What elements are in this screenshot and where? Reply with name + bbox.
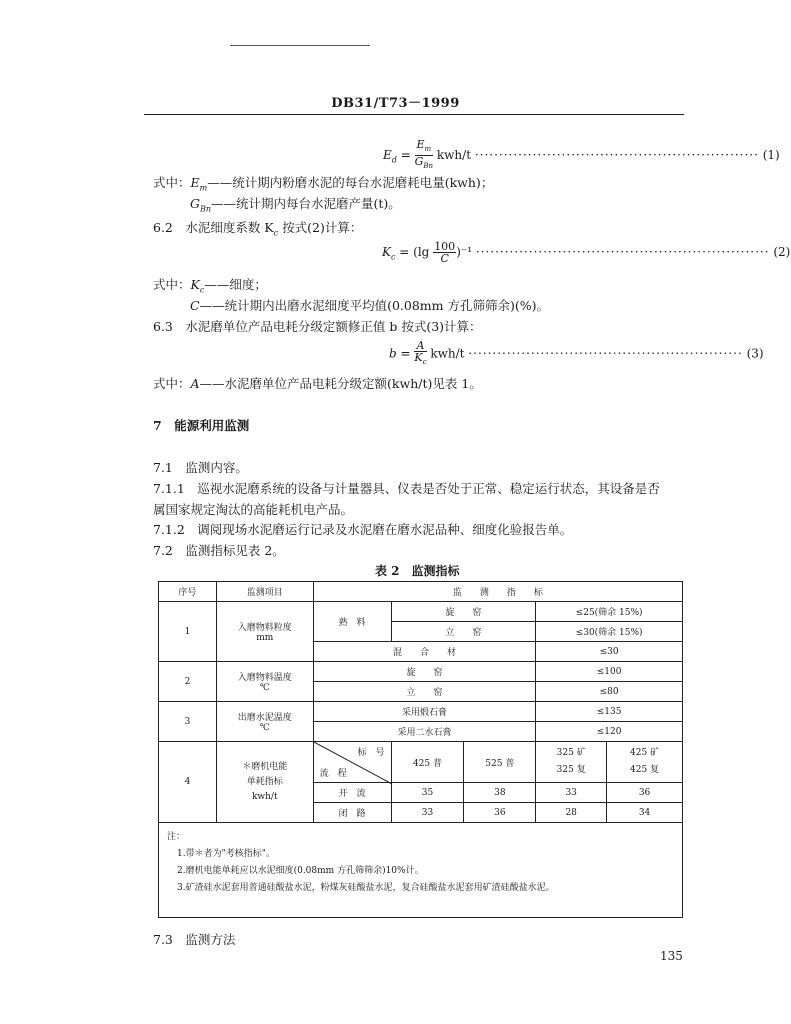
where-prefix: 式中： [153,175,191,190]
row4-item-unit: kwh/t [251,791,278,802]
header-index: 监 测 指 标 [313,582,682,602]
section-7-3: 7.3 监测方法 [153,932,236,947]
eq1-fraction [415,139,433,172]
equation-2: $K_c = (\lg$ $\frac{100}{C}$ )⁻¹ ····························································· (2) [382,240,791,265]
row2-seq: 2 [159,662,217,702]
row1-b-val: ≤30(筛余 15%) [536,622,683,642]
s62-text: 6.2 水泥细度系数 K [153,220,274,235]
header-seq: 序号 [159,582,217,602]
row1-c-name: 混 合 材 [313,642,536,662]
col-425k-b: 425 复 [630,765,660,775]
var-E-sub: m [199,183,208,193]
row1-a-val: ≤25(筛余 15%) [536,602,683,622]
row1-b-name: 立 窑 [391,622,536,642]
row3-a-name: 采用煅石膏 [313,702,536,722]
row3-a-val: ≤135 [536,702,683,722]
row2-item-name: 入磨物料温度 [237,673,292,683]
row3-b-name: 采用二水石膏 [313,722,536,742]
eq1-numerator-sub: m [424,145,432,154]
equation-3: b = $\frac{A}{K_c}$ kwh/t ························································· (3) [389,339,764,367]
open-circuit-label: 开 流 [313,783,391,803]
eq1-lhs-sub: d [391,155,397,165]
row2-item-unit: ℃ [259,683,270,693]
col-325k-a: 325 矿 [556,748,586,758]
eq2-numerator: 100 [434,240,456,253]
row2-a-val: ≤100 [536,662,683,682]
var-C: C [190,298,200,313]
eq1-numerator: E [416,138,425,151]
row4-seq: 4 [159,742,217,823]
var-A-desc: ——水泥磨单位产品电耗分级定额(kwh/t)见表 1。 [199,376,482,391]
table-row [159,702,683,722]
eq1-label: (1) [762,148,780,163]
where3-prefix: 式中： [153,376,191,391]
eq2-exponent: )⁻¹ [456,245,473,259]
header-rule [144,114,684,115]
eq1-unit: kwh/t [436,148,472,163]
row4-item [216,742,313,823]
row2-b-val: ≤80 [536,682,683,702]
var-K-desc: ——细度； [204,277,267,292]
eq2-lhs-sub: c [390,252,396,262]
equation-1: $E_d$ = $\frac{E_m}{G_{Bn}}$ kwh/t ··························································· (1) [383,138,780,171]
col-525g: 525 普 [464,742,536,783]
col-425k [607,742,683,783]
eq1-lhs: E [383,148,392,163]
col-425g: 425 普 [391,742,464,783]
row1-a-name: 旋 窑 [391,602,536,622]
section-6-2 [153,219,362,243]
closed-val-3: 28 [536,803,607,823]
open-val-1: 35 [391,783,464,803]
open-val-3: 33 [536,783,607,803]
open-val-4: 36 [607,783,683,803]
row4-item-name2: 单耗指标 [246,776,283,787]
table-notes-row [159,823,683,918]
header-item: 监测项目 [216,582,313,602]
diagonal-header-cell [313,742,391,783]
eq2-label: (2) [773,245,791,259]
row1-item-unit: mm [256,633,274,643]
table-2-caption: 表 2 监测指标 [375,564,460,578]
table-row [159,742,683,783]
section-7-1-1-a: 7.1.1 巡视水泥磨系统的设备与计量器具、仪表是否处于正常、稳定运行状态，其设备是否 [153,481,660,496]
row2-a-name: 旋 窑 [313,662,536,682]
var-A: A [190,376,200,391]
eq2-fraction [433,241,456,264]
row1-c-val: ≤30 [536,642,683,662]
table-header-row [159,582,683,602]
col-425k-a: 425 矿 [630,748,660,758]
row1-item [216,602,313,662]
col-325k-b: 325 复 [556,765,586,775]
closed-val-2: 36 [464,803,536,823]
scan-artifact-line [230,45,370,46]
section-7-1-1-b: 属国家规定淘汰的高能耗机电产品。 [153,502,354,517]
row2-item [216,662,313,702]
note-3: 3.矿渣硅水泥套用普通硅酸盐水泥，粉煤灰硅酸盐水泥，复合硅酸盐水泥套用矿渣硅酸盐水泥。 [177,883,555,893]
var-G-sub: Bn [200,204,212,214]
eq3-lhs: b = [389,346,411,361]
var-E: E [190,175,200,190]
s62-tail: 按式(2)计算： [278,220,363,235]
section-7-1-2: 7.1.2 调阅现场水泥磨运行记录及水泥磨在磨水泥品种、细度化验报告单。 [153,522,573,537]
var-K: K [190,277,200,292]
section-7-2: 7.2 监测指标见表 2。 [153,543,285,558]
col-325k [536,742,607,783]
where-1-line2 [190,195,401,219]
eq3-denominator: K [414,351,423,364]
section-6-3: 6.3 水泥磨单位产品电耗分级定额修正值 b 按式(3)计算： [153,319,482,334]
row1-shuliao: 熟 料 [313,602,391,642]
note-title: 注： [167,832,186,842]
eq1-denominator: G [414,155,424,169]
row3-item-unit: ℃ [259,723,270,733]
row3-b-val: ≤120 [536,722,683,742]
var-K-sub: c [199,285,205,295]
eq2-mid: = (lg [399,245,430,259]
row3-seq: 3 [159,702,217,742]
var-G-desc: ——统计期内每台水泥磨产量(t)。 [211,196,401,211]
row2-b-name: 立 窑 [313,682,536,702]
where2-prefix: 式中： [153,277,191,292]
row3-item [216,702,313,742]
row1-item-name: 入磨物料粒度 [237,623,292,633]
section-7-1: 7.1 监测内容。 [153,460,248,475]
eq2-lhs: K [382,245,391,259]
open-val-2: 38 [464,783,536,803]
where-3 [153,375,482,393]
row3-item-name: 出磨水泥温度 [237,713,292,723]
section-7-heading: 7 能源利用监测 [153,418,250,433]
eq2-denominator: C [440,252,449,265]
monitoring-index-table [158,581,683,918]
s62-sub: c [273,228,279,238]
table-notes [159,823,683,918]
closed-val-1: 33 [391,803,464,823]
eq3-label: (3) [746,346,764,361]
table-row [159,662,683,682]
eq1-denominator-sub: Bn [423,162,434,171]
table-row [159,602,683,622]
eq3-denominator-sub: c [422,358,427,367]
where-2-line1 [153,276,267,300]
closed-val-4: 34 [607,803,683,823]
row1-seq: 1 [159,602,217,662]
eq3-unit: kwh/t [430,346,465,361]
eq3-numerator: A [414,340,426,352]
diag-top-label: 标 号 [357,748,385,758]
page-number: 135 [660,949,683,963]
var-C-desc: ——统计期内出磨水泥细度平均值(0.08mm 方孔筛筛余)(%)。 [199,298,549,313]
note-2: 2.磨机电能单耗应以水泥细度(0.08mm 方孔筛筛余)10%计。 [177,866,424,876]
note-1: 1.带＊者为"考核指标"。 [177,849,275,859]
closed-circuit-label: 闭 路 [313,803,391,823]
standard-code-header: DB31/T73－1999 [331,96,460,111]
eq3-fraction [414,340,426,368]
var-G: G [190,196,200,211]
var-E-desc: ——统计期内粉磨水泥的每台水泥磨耗电量(kwh)； [207,175,494,190]
diag-bottom-label: 流 程 [319,769,347,779]
row4-item-name: ＊磨机电能 [242,761,288,772]
where-2-line2 [190,297,549,315]
where-1-line1 [153,174,493,198]
